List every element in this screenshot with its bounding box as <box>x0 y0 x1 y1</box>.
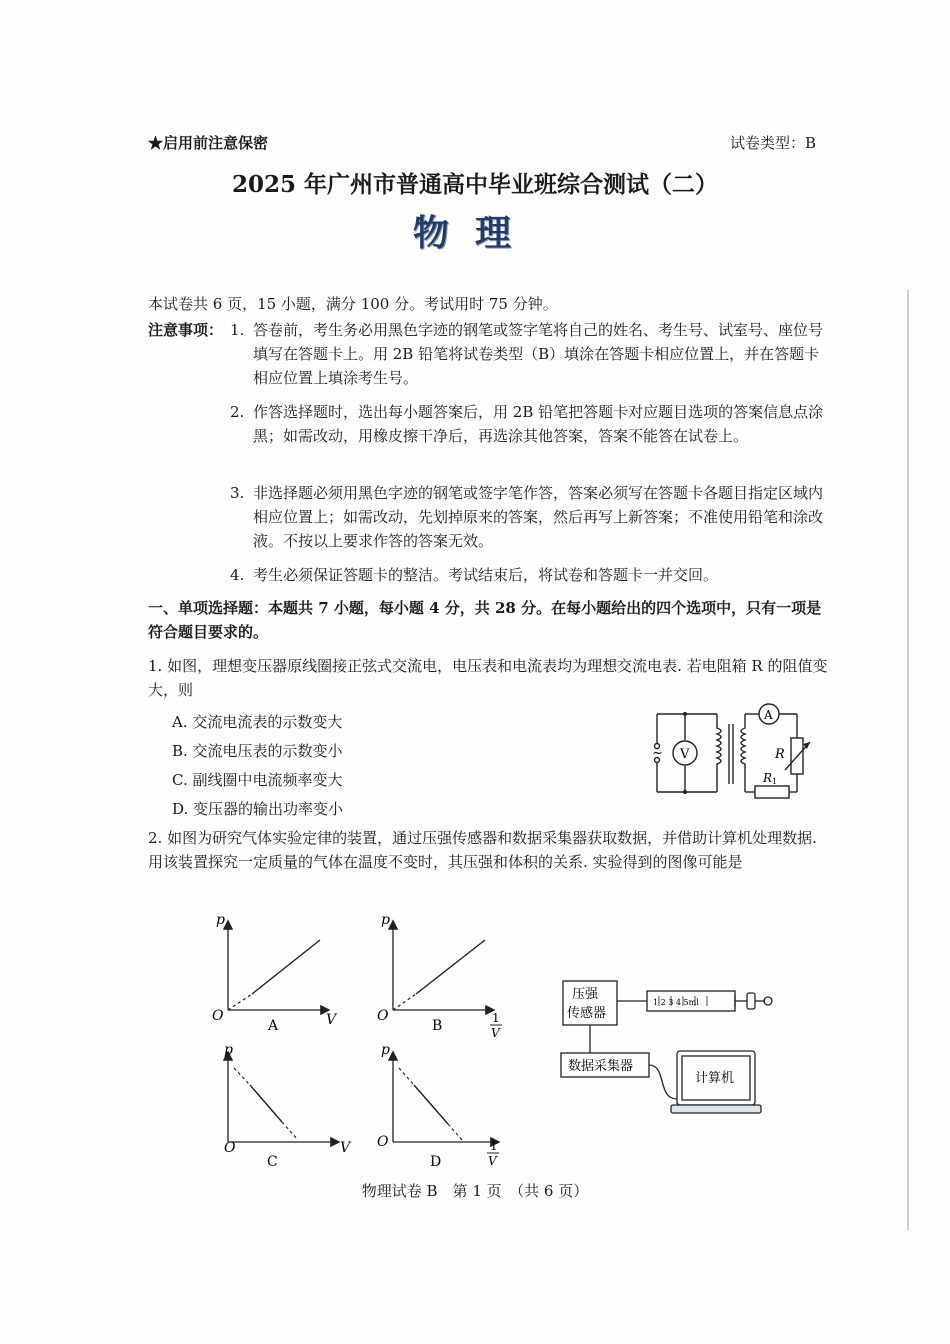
axis-p-label: p <box>381 912 390 928</box>
note-item: 答卷前，考生务必用黑色字迹的钢笔或签字笔将自己的姓名、考生号、试室号、座位号填写在答题卡上。用 2B 铅笔将试卷类型（B）填涂在答题卡相应位置上，并在答题卡相应位置上填涂考生号。 <box>253 321 824 387</box>
axis-one-label: 1 <box>492 1011 500 1025</box>
origin-label: O <box>377 1008 389 1024</box>
page-footer: 物理试卷 B 第 1 页 （共 6 页） <box>361 1182 589 1200</box>
syringe-scale: 1 2 3 4 5ml <box>653 998 699 1007</box>
graph-label: D <box>430 1154 442 1170</box>
axis-p-label: p <box>216 912 225 928</box>
fixed-resistor-subscript: 1 <box>772 777 778 786</box>
graph-c <box>224 1042 352 1170</box>
graph-a <box>212 912 338 1034</box>
ac-source-symbol: ~ <box>652 746 663 761</box>
axis-p-label: p <box>224 1042 233 1058</box>
computer-label: 计算机 <box>695 1071 735 1086</box>
axis-v-label: V <box>340 1140 351 1156</box>
graph-label: A <box>268 1018 279 1034</box>
note-number: 1. <box>230 321 245 339</box>
note-number: 2. <box>230 403 245 421</box>
sensor-label-line1: 压强 <box>572 987 599 1002</box>
axis-v-label: V <box>488 1154 497 1168</box>
question-2-stem: 2. 如图为研究气体实验定律的装置，通过压强传感器和数据采集器获取数据，并借助计算机处理数据. 用该装置探究一定质量的气体在温度不变时，其压强和体积的关系. 实验得到的图像可能是 <box>148 829 817 871</box>
origin-label: O <box>212 1008 224 1024</box>
q1-option-b: B. 交流电压表的示数变小 <box>172 742 343 760</box>
data-collector-label: 数据采集器 <box>568 1059 634 1074</box>
subject-title: 物理 <box>412 212 537 254</box>
paper-type: 试卷类型：B <box>730 134 817 152</box>
scan-edge <box>907 290 909 1230</box>
origin-label: O <box>224 1140 236 1156</box>
q1-option-c: C. 副线圈中电流频率变大 <box>172 771 343 789</box>
note-item: 考生必须保证答题卡的整洁。考试结束后，将试卷和答题卡一并交回。 <box>253 566 719 584</box>
confidential-mark: ★启用前注意保密 <box>148 134 269 152</box>
q1-option-d: D. 变压器的输出功率变小 <box>172 800 344 818</box>
gas-experiment-apparatus <box>555 975 780 1120</box>
note-item: 非选择题必须用黑色字迹的钢笔或签字笔作答，答案必须写在答题卡各题目指定区域内相应位置上；如需改动，先划掉原来的答案，然后再写上新答案；不准使用铅笔和涂改液。不按以上要求作答的答案无效。 <box>253 484 824 550</box>
section-heading: 一、单项选择题：本题共 7 小题，每小题 4 分，共 28 分。在每小题给出的四个选项中，只有一项是符合题目要求的。 <box>148 599 822 641</box>
graph-b <box>377 912 502 1040</box>
ammeter-label: A <box>764 708 773 722</box>
graph-d <box>377 1042 499 1170</box>
graph-label: B <box>432 1018 443 1034</box>
sensor-label-line2: 传感器 <box>567 1006 607 1021</box>
question-1-stem: 1. 如图，理想变压器原线圈接正弦式交流电，电压表和电流表均为理想交流电表. 若电阻箱 R 的阻值变大，则 <box>148 657 828 699</box>
q1-option-a: A. 交流电流表的示数变大 <box>172 713 343 731</box>
q2-graphs <box>200 910 530 1175</box>
fixed-resistor-label: R <box>763 771 773 785</box>
axis-v-label: V <box>491 1026 500 1040</box>
voltmeter-label: V <box>680 747 690 762</box>
graph-label: C <box>267 1154 278 1170</box>
transformer-circuit-diagram <box>645 700 820 800</box>
notes-label: 注意事项： <box>148 321 224 339</box>
note-number: 3. <box>230 484 245 502</box>
note-number: 4. <box>230 566 245 584</box>
axis-one-label: 1 <box>490 1139 498 1153</box>
note-item: 作答选择题时，选出每小题答案后，用 2B 铅笔把答题卡对应题目选项的答案信息点涂黑；如需改动，用橡皮擦干净后，再选涂其他答案，答案不能答在试卷上。 <box>253 403 824 445</box>
exam-intro: 本试卷共 6 页，15 小题，满分 100 分。考试用时 75 分钟。 <box>148 295 558 313</box>
resistor-box-label: R <box>775 747 785 762</box>
origin-label: O <box>377 1134 389 1150</box>
axis-v-label: V <box>326 1012 337 1028</box>
axis-p-label: p <box>381 1042 390 1058</box>
exam-title: 2025 年广州市普通高中毕业班综合测试（二） <box>231 171 719 198</box>
